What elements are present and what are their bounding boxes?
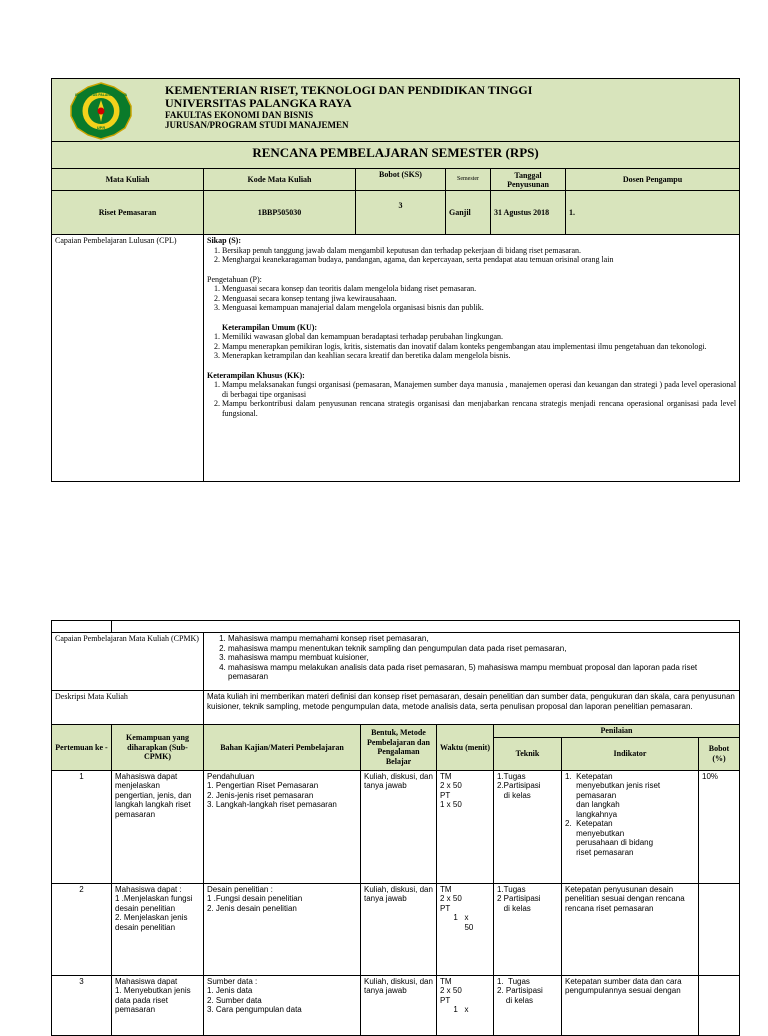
faculty-name: FAKULTAS EKONOMI DAN BISNIS [165,110,314,120]
pengetahuan-title: Pengetahuan (P): [207,274,262,284]
row-indikator: Ketepatan penyusunan desain penelitian sesuai dengan rencana rencana riset pemasaran [562,883,699,975]
cpl-label: Capaian Pembelajaran Lulusan (CPL) [52,235,204,482]
ku-list [207,332,736,361]
head-waktu: Waktu (menit) [437,725,494,771]
row-teknik: 1.Tugas 2 Partisipasi di kelas [494,883,562,975]
deskripsi-label: Deskripsi Mata Kuliah [52,691,204,725]
university-logo [70,82,132,140]
pengetahuan-item: 2. Menguasai secara konsep tentang jiwa kewirausahaan. [222,294,736,304]
row-bobot [699,883,740,975]
row-teknik: 1. Tugas 2. Partisipasi di kelas [494,975,562,1035]
ku-item: 1. Memiliki wawasan global dan kemampuan beradaptasi terhadap perubahan lingkungan. [222,332,736,342]
row-waktu: TM 2 x 50 PT 1 x 50 [437,770,494,883]
row-bentuk: Kuliah, diskusi, dan tanya jawab [361,883,437,975]
kk-item: 1. Mampu melaksanakan fungsi organisasi (pemasaran, Manajemen sumber daya manusia , manajemen operasi dan keuangan dan strategi ) pada level operasional di berbagai tipe organisasi [222,380,736,399]
row-bobot [699,975,740,1035]
row-kemampuan: Mahasiswa dapat : 1 .Menjelaskan fungsi desain penelitian 2. Menjelaskan jenis desain penelitian [112,883,204,975]
cpmk-item: 4. mahasiswa mampu melakukan analisis data pada riset pemasaran, 5) mahasiswa mampu membuat proposal dan laporan pada riset pemasaran [228,663,736,682]
head-bobot: Bobot (%) [699,737,740,770]
table-row [52,975,740,1035]
row-no: 3 [52,975,112,1035]
row-bentuk: Kuliah, diskusi, dan tanya jawab [361,975,437,1035]
table-row [52,770,740,883]
deskripsi-text: Mata kuliah ini memberikan materi definisi dan konsep riset pemasaran, desain penelitian dan sumber data, pengukuran dan skala, cara penyusunan kuisioner, teknik sampling, metode pengumpulan data, metode analisis data, serta penulisan proposal dan laporan penelitian pemasaran. [204,691,740,725]
sikap-item: 2. Menghargai keanekaragaman budaya, pandangan, agama, dan kepercayaan, serta pendapat atau temuan orisinal orang lain [222,255,736,265]
row-bentuk: Kuliah, diskusi, dan tanya jawab [361,770,437,883]
row-kemampuan: Mahasiswa dapat menjelaskan pengertian, jenis, dan langkah langkah riset pemasaran [112,770,204,883]
head-penilaian: Penilaian [494,725,740,738]
document-title: RENCANA PEMBELAJARAN SEMESTER (RPS) [52,142,740,169]
head-pertemuan: Pertemuan ke - [52,725,112,771]
col-dosen-pengampu: Dosen Pengampu [566,169,740,191]
cpmk-label: Capaian Pembelajaran Mata Kuliah (CPMK) [52,633,204,691]
logo-arc-text: UNIVERSITAS PALANGKA RAYA [74,93,128,97]
row-bahan: Sumber data : 1. Jenis data 2. Sumber data 3. Cara pengumpulan data [204,975,361,1035]
cpmk-item: 3. mahasiswa mampu membuat kuisioner, [228,653,736,663]
sikap-list [207,246,736,265]
kk-list [207,380,736,418]
course-name: Riset Pemasaran [52,191,204,235]
cpmk-list [210,634,736,682]
row-teknik: 1.Tugas 2.Partisipasi di kelas [494,770,562,883]
university-name: UNIVERSITAS PALANGKA RAYA [165,96,352,110]
col-semester: Semester [446,169,491,191]
ku-item: 2. Mampu menerapkan pemikiran logis, kritis, sistematis dan inovatif dalam konteks pengembangan atau implementasi ilmu pengetahuan dan tekonologi. [222,342,736,352]
col-tanggal-penyusunan: Tanggal Penyusunan [491,169,566,191]
ku-item: 3. Menerapkan ketrampilan dan keahlian secara kreatif dan beretika dalam mengelola bisnis. [222,351,736,361]
row-no: 2 [52,883,112,975]
col-kode-mata-kuliah: Kode Mata Kuliah [204,169,356,191]
row-bobot: 10% [699,770,740,883]
row-bahan: Pendahuluan 1. Pengertian Riset Pemasaran 2. Jenis-jenis riset pemasaran 3. Langkah-langkah riset pemasaran [204,770,361,883]
sikap-title: Sikap (S): [207,236,242,245]
row-indikator: 1. Ketepatan menyebutkan jenis riset pemasaran dan langkah langkahnya 2. Ketepatan menyebutkan perusahaan di bidang riset pemasaran [562,770,699,883]
logo-abbrev: UPR [96,125,106,130]
department-name: JURUSAN/PROGRAM STUDI MANAJEMEN [165,120,349,130]
kk-item: 2. Mampu berkontribusi dalam penyusunan rencana strategis organisasi dan menjabarkan rencana strategis menjadi rencana operasional organisasi pada level fungsional. [222,399,736,418]
course-lecturer: 1. [566,191,740,235]
rps-header-table [51,78,740,482]
row-waktu: TM 2 x 50 PT 1 x 50 [437,883,494,975]
course-credits: 3 [356,191,446,235]
ku-title: Keterampilan Umum (KU): [222,322,318,332]
col-bobot-sks: Bobot (SKS) [356,169,446,191]
head-indikator: Indikator [562,737,699,770]
row-no: 1 [52,770,112,883]
row-indikator: Ketepatan sumber data dan cara pengumpulannya sesuai dengan [562,975,699,1035]
course-code: 1BBP505030 [204,191,356,235]
course-semester: Ganjil [446,191,491,235]
cpmk-item: 1. Mahasiswa mampu memahami konsep riset pemasaran, [228,634,736,644]
course-date: 31 Agustus 2018 [491,191,566,235]
kk-title: Keterampilan Khusus (KK): [207,370,305,380]
pengetahuan-item: 3. Menguasai kemampuan manajerial dalam mengelola organisasi bisnis dan publik. [222,303,736,313]
cpl-content [204,235,740,482]
ministry-name: KEMENTERIAN RISET, TEKNOLOGI DAN PENDIDIKAN TINGGI [165,83,533,97]
row-kemampuan: Mahasiswa dapat 1. Menyebutkan jenis data pada riset pemasaran [112,975,204,1035]
row-bahan: Desain penelitian : 1 .Fungsi desain penelitian 2. Jenis desain penelitian [204,883,361,975]
head-teknik: Teknik [494,737,562,770]
head-bahan: Bahan Kajian/Materi Pembelajaran [204,725,361,771]
table-row [52,883,740,975]
col-mata-kuliah: Mata Kuliah [52,169,204,191]
institution-header [165,84,532,130]
pengetahuan-item: 1. Menguasai secara konsep dan teoritis dalam mengelola bidang riset pemasaran. [222,284,736,294]
cpmk-content [204,633,740,691]
rps-plan-table [51,620,740,1036]
cpmk-item: 2. mahasiswa mampu menentukan teknik sampling dan pengumpulan data pada riset pemasaran, [228,644,736,654]
sikap-item: 1. Bersikap penuh tanggung jawab dalam mengambil keputusan dan terhadap pekerjaan di bidang riset pemasaran. [222,246,736,256]
head-bentuk: Bentuk, Metode Pembelajaran dan Pengalaman Belajar [361,725,437,771]
head-kemampuan: Kemampuan yang diharapkan (Sub-CPMK) [112,725,204,771]
row-waktu: TM 2 x 50 PT 1 x [437,975,494,1035]
pengetahuan-list [207,284,736,313]
